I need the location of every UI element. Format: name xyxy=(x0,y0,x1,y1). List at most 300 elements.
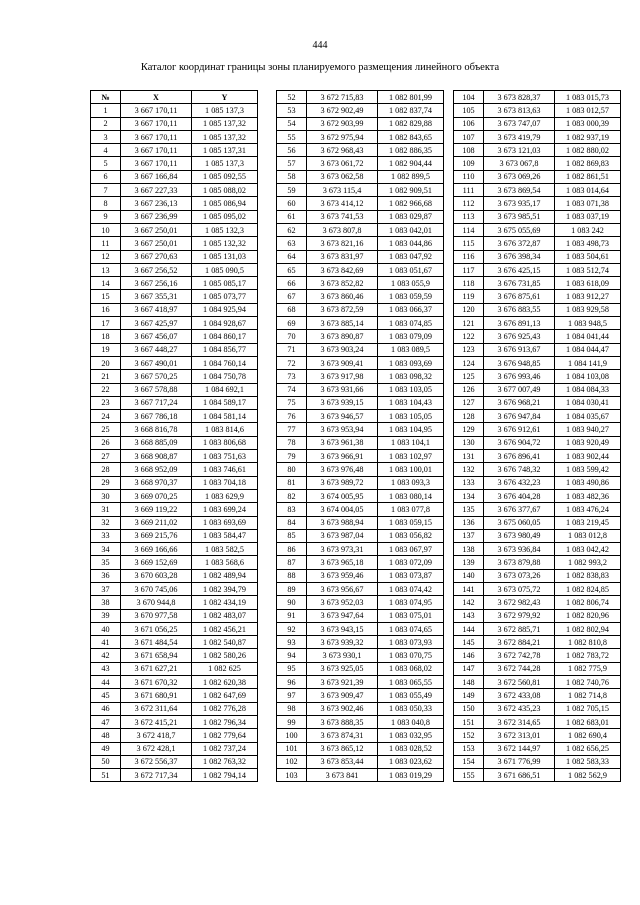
y-coordinate: 1 082 794,14 xyxy=(192,769,258,782)
point-number: 40 xyxy=(91,622,121,635)
point-number: 75 xyxy=(277,396,307,409)
x-coordinate: 3 673 956,67 xyxy=(307,582,378,595)
point-number: 62 xyxy=(277,223,307,236)
x-coordinate: 3 676 947,84 xyxy=(484,410,555,423)
point-number: 5 xyxy=(91,157,121,170)
y-coordinate: 1 083 019,29 xyxy=(378,769,444,782)
point-number: 107 xyxy=(454,130,484,143)
table-row xyxy=(454,263,621,276)
table-row xyxy=(277,144,444,157)
y-coordinate: 1 083 512,74 xyxy=(555,263,621,276)
table-row xyxy=(454,556,621,569)
y-coordinate: 1 083 000,39 xyxy=(555,117,621,130)
table-row xyxy=(454,170,621,183)
y-coordinate: 1 083 093,3 xyxy=(378,476,444,489)
x-coordinate: 3 673 872,59 xyxy=(307,303,378,316)
x-coordinate: 3 673 961,38 xyxy=(307,436,378,449)
table-row xyxy=(91,277,258,290)
y-coordinate: 1 083 074,65 xyxy=(378,622,444,635)
table-row xyxy=(454,157,621,170)
point-number: 142 xyxy=(454,596,484,609)
point-number: 9 xyxy=(91,210,121,223)
x-coordinate: 3 672 314,65 xyxy=(484,715,555,728)
y-coordinate: 1 083 074,95 xyxy=(378,596,444,609)
y-coordinate: 1 082 783,72 xyxy=(555,649,621,662)
point-number: 97 xyxy=(277,689,307,702)
table-row xyxy=(454,117,621,130)
point-number: 67 xyxy=(277,290,307,303)
point-number: 137 xyxy=(454,529,484,542)
x-coordinate: 3 667 256,16 xyxy=(121,277,192,290)
point-number: 108 xyxy=(454,144,484,157)
y-coordinate: 1 084 928,67 xyxy=(192,317,258,330)
table-row xyxy=(91,622,258,635)
y-coordinate: 1 082 806,74 xyxy=(555,596,621,609)
table-row xyxy=(277,543,444,556)
point-number: 61 xyxy=(277,210,307,223)
table-row xyxy=(91,303,258,316)
y-coordinate: 1 083 068,02 xyxy=(378,662,444,675)
table-row xyxy=(277,410,444,423)
table-row xyxy=(277,184,444,197)
x-coordinate: 3 676 948,85 xyxy=(484,356,555,369)
x-coordinate: 3 669 166,66 xyxy=(121,543,192,556)
point-number: 117 xyxy=(454,263,484,276)
point-number: 145 xyxy=(454,636,484,649)
x-coordinate: 3 672 902,49 xyxy=(307,104,378,117)
x-coordinate: 3 669 119,22 xyxy=(121,503,192,516)
point-number: 39 xyxy=(91,609,121,622)
x-coordinate: 3 673 747,07 xyxy=(484,117,555,130)
x-coordinate: 3 674 004,05 xyxy=(307,503,378,516)
point-number: 27 xyxy=(91,450,121,463)
y-coordinate: 1 082 779,64 xyxy=(192,729,258,742)
y-coordinate: 1 083 102,97 xyxy=(378,450,444,463)
table-row xyxy=(454,410,621,423)
y-coordinate: 1 083 105,05 xyxy=(378,410,444,423)
y-coordinate: 1 083 693,69 xyxy=(192,516,258,529)
point-number: 60 xyxy=(277,197,307,210)
x-coordinate: 3 672 435,23 xyxy=(484,702,555,715)
x-coordinate: 3 667 425,97 xyxy=(121,317,192,330)
point-number: 11 xyxy=(91,237,121,250)
x-coordinate: 3 672 556,37 xyxy=(121,755,192,768)
y-coordinate: 1 083 814,6 xyxy=(192,423,258,436)
table-row xyxy=(454,303,621,316)
point-number: 24 xyxy=(91,410,121,423)
x-coordinate: 3 673 831,97 xyxy=(307,250,378,263)
point-number: 37 xyxy=(91,582,121,595)
table-row xyxy=(454,396,621,409)
x-coordinate: 3 676 731,85 xyxy=(484,277,555,290)
x-coordinate: 3 672 144,97 xyxy=(484,742,555,755)
y-coordinate: 1 083 073,93 xyxy=(378,636,444,649)
table-row xyxy=(454,476,621,489)
y-coordinate: 1 083 059,59 xyxy=(378,290,444,303)
table-row xyxy=(454,516,621,529)
table-row xyxy=(277,516,444,529)
point-number: 51 xyxy=(91,769,121,782)
x-coordinate: 3 667 418,97 xyxy=(121,303,192,316)
table-row xyxy=(277,117,444,130)
y-coordinate: 1 085 137,31 xyxy=(192,144,258,157)
y-coordinate: 1 082 625 xyxy=(192,662,258,675)
point-number: 116 xyxy=(454,250,484,263)
point-number: 139 xyxy=(454,556,484,569)
y-coordinate: 1 082 904,44 xyxy=(378,157,444,170)
point-number: 96 xyxy=(277,676,307,689)
x-coordinate: 3 672 313,01 xyxy=(484,729,555,742)
page-title: Каталог координат границы зоны планируемого размещения линейного объекта xyxy=(140,62,500,73)
point-number: 69 xyxy=(277,317,307,330)
table-row xyxy=(277,742,444,755)
x-coordinate: 3 676 925,43 xyxy=(484,330,555,343)
x-coordinate: 3 673 841 xyxy=(307,769,378,782)
x-coordinate: 3 672 885,71 xyxy=(484,622,555,635)
x-coordinate: 3 672 418,7 xyxy=(121,729,192,742)
x-coordinate: 3 673 917,98 xyxy=(307,370,378,383)
y-coordinate: 1 084 084,33 xyxy=(555,383,621,396)
table-row xyxy=(277,529,444,542)
x-coordinate: 3 673 959,46 xyxy=(307,569,378,582)
table-row xyxy=(277,210,444,223)
point-number: 152 xyxy=(454,729,484,742)
table-row xyxy=(277,303,444,316)
x-coordinate: 3 667 786,18 xyxy=(121,410,192,423)
y-coordinate: 1 083 072,09 xyxy=(378,556,444,569)
x-coordinate: 3 673 939,15 xyxy=(307,396,378,409)
x-coordinate: 3 667 236,99 xyxy=(121,210,192,223)
table-row xyxy=(454,649,621,662)
x-coordinate: 3 673 952,03 xyxy=(307,596,378,609)
table-row xyxy=(277,755,444,768)
point-number: 104 xyxy=(454,91,484,104)
y-coordinate: 1 082 456,21 xyxy=(192,622,258,635)
y-coordinate: 1 083 902,44 xyxy=(555,450,621,463)
table-row xyxy=(277,223,444,236)
table-row xyxy=(277,556,444,569)
point-number: 144 xyxy=(454,622,484,635)
x-coordinate: 3 676 432,23 xyxy=(484,476,555,489)
point-number: 99 xyxy=(277,715,307,728)
point-number: 127 xyxy=(454,396,484,409)
table-row xyxy=(454,104,621,117)
table-row xyxy=(91,769,258,782)
point-number: 94 xyxy=(277,649,307,662)
table-row xyxy=(454,463,621,476)
table-row xyxy=(91,410,258,423)
point-number: 85 xyxy=(277,529,307,542)
table-row xyxy=(91,529,258,542)
table-row xyxy=(91,450,258,463)
table-row xyxy=(277,476,444,489)
y-coordinate: 1 083 065,55 xyxy=(378,676,444,689)
point-number: 125 xyxy=(454,370,484,383)
x-coordinate: 3 670 745,06 xyxy=(121,582,192,595)
x-coordinate: 3 667 170,11 xyxy=(121,104,192,117)
x-coordinate: 3 673 903,24 xyxy=(307,343,378,356)
y-coordinate: 1 083 948,5 xyxy=(555,317,621,330)
point-number: 136 xyxy=(454,516,484,529)
point-number: 102 xyxy=(277,755,307,768)
point-number: 82 xyxy=(277,489,307,502)
x-coordinate: 3 667 250,01 xyxy=(121,223,192,236)
table-row xyxy=(277,689,444,702)
point-number: 50 xyxy=(91,755,121,768)
x-coordinate: 3 672 975,94 xyxy=(307,130,378,143)
y-coordinate: 1 082 937,19 xyxy=(555,130,621,143)
point-number: 78 xyxy=(277,436,307,449)
table-row xyxy=(91,343,258,356)
x-coordinate: 3 667 170,11 xyxy=(121,157,192,170)
coordinates-body-3 xyxy=(454,91,621,782)
table-row xyxy=(91,489,258,502)
y-coordinate: 1 083 073,87 xyxy=(378,569,444,582)
x-coordinate: 3 670 603,28 xyxy=(121,569,192,582)
y-coordinate: 1 082 837,74 xyxy=(378,104,444,117)
x-coordinate: 3 667 717,24 xyxy=(121,396,192,409)
y-coordinate: 1 084 760,14 xyxy=(192,356,258,369)
y-coordinate: 1 083 103,05 xyxy=(378,383,444,396)
x-coordinate: 3 667 227,33 xyxy=(121,184,192,197)
x-coordinate: 3 673 909,41 xyxy=(307,356,378,369)
y-coordinate: 1 082 861,51 xyxy=(555,170,621,183)
y-coordinate: 1 085 137,32 xyxy=(192,117,258,130)
y-coordinate: 1 082 838,83 xyxy=(555,569,621,582)
point-number: 35 xyxy=(91,556,121,569)
y-coordinate: 1 084 044,47 xyxy=(555,343,621,356)
table-row xyxy=(91,210,258,223)
x-coordinate: 3 672 742,78 xyxy=(484,649,555,662)
x-coordinate: 3 672 903,99 xyxy=(307,117,378,130)
table-row xyxy=(454,702,621,715)
y-coordinate: 1 083 242 xyxy=(555,223,621,236)
x-coordinate: 3 673 741,53 xyxy=(307,210,378,223)
point-number: 31 xyxy=(91,503,121,516)
table-row xyxy=(454,343,621,356)
point-number: 91 xyxy=(277,609,307,622)
x-coordinate: 3 673 121,03 xyxy=(484,144,555,157)
y-coordinate: 1 084 141,9 xyxy=(555,356,621,369)
x-coordinate: 3 673 939,32 xyxy=(307,636,378,649)
x-coordinate: 3 673 813,63 xyxy=(484,104,555,117)
x-coordinate: 3 673 419,79 xyxy=(484,130,555,143)
point-number: 114 xyxy=(454,223,484,236)
y-coordinate: 1 083 618,09 xyxy=(555,277,621,290)
x-coordinate: 3 670 977,58 xyxy=(121,609,192,622)
y-coordinate: 1 082 899,5 xyxy=(378,170,444,183)
point-number: 151 xyxy=(454,715,484,728)
y-coordinate: 1 082 489,94 xyxy=(192,569,258,582)
point-number: 16 xyxy=(91,303,121,316)
x-coordinate: 3 673 075,72 xyxy=(484,582,555,595)
x-coordinate: 3 673 930,1 xyxy=(307,649,378,662)
table-row xyxy=(91,184,258,197)
table-row xyxy=(454,184,621,197)
y-coordinate: 1 084 041,44 xyxy=(555,330,621,343)
point-number: 38 xyxy=(91,596,121,609)
table-row xyxy=(91,516,258,529)
x-coordinate: 3 673 879,88 xyxy=(484,556,555,569)
x-coordinate: 3 673 921,39 xyxy=(307,676,378,689)
x-coordinate: 3 673 936,84 xyxy=(484,543,555,556)
table-row xyxy=(277,356,444,369)
table-row xyxy=(91,223,258,236)
point-number: 44 xyxy=(91,676,121,689)
x-coordinate: 3 671 056,25 xyxy=(121,622,192,635)
x-coordinate: 3 676 913,67 xyxy=(484,343,555,356)
point-number: 129 xyxy=(454,423,484,436)
x-coordinate: 3 671 686,51 xyxy=(484,769,555,782)
point-number: 154 xyxy=(454,755,484,768)
x-coordinate: 3 673 980,49 xyxy=(484,529,555,542)
point-number: 66 xyxy=(277,277,307,290)
y-coordinate: 1 083 104,1 xyxy=(378,436,444,449)
table-row xyxy=(91,396,258,409)
point-number: 54 xyxy=(277,117,307,130)
x-coordinate: 3 673 947,64 xyxy=(307,609,378,622)
point-number: 29 xyxy=(91,476,121,489)
table-row xyxy=(454,622,621,635)
table-row xyxy=(91,263,258,276)
y-coordinate: 1 083 056,82 xyxy=(378,529,444,542)
point-number: 134 xyxy=(454,489,484,502)
table-row xyxy=(277,622,444,635)
table-row xyxy=(454,489,621,502)
point-number: 47 xyxy=(91,715,121,728)
y-coordinate: 1 083 074,42 xyxy=(378,582,444,595)
table-row xyxy=(91,117,258,130)
table-row xyxy=(277,569,444,582)
x-coordinate: 3 667 448,27 xyxy=(121,343,192,356)
point-number: 71 xyxy=(277,343,307,356)
point-number: 63 xyxy=(277,237,307,250)
table-header-row xyxy=(91,91,258,104)
point-number: 93 xyxy=(277,636,307,649)
x-coordinate: 3 671 776,99 xyxy=(484,755,555,768)
table-row xyxy=(277,676,444,689)
point-number: 109 xyxy=(454,157,484,170)
point-number: 20 xyxy=(91,356,121,369)
point-number: 6 xyxy=(91,170,121,183)
x-coordinate: 3 673 935,17 xyxy=(484,197,555,210)
y-coordinate: 1 082 763,32 xyxy=(192,755,258,768)
table-row xyxy=(277,91,444,104)
y-coordinate: 1 083 806,68 xyxy=(192,436,258,449)
x-coordinate: 3 667 170,11 xyxy=(121,144,192,157)
y-coordinate: 1 084 581,14 xyxy=(192,410,258,423)
point-number: 8 xyxy=(91,197,121,210)
y-coordinate: 1 083 074,85 xyxy=(378,317,444,330)
y-coordinate: 1 082 869,83 xyxy=(555,157,621,170)
y-coordinate: 1 083 070,75 xyxy=(378,649,444,662)
x-coordinate: 3 676 372,87 xyxy=(484,237,555,250)
point-number: 3 xyxy=(91,130,121,143)
table-row xyxy=(277,636,444,649)
x-coordinate: 3 670 944,8 xyxy=(121,596,192,609)
point-number: 90 xyxy=(277,596,307,609)
point-number: 141 xyxy=(454,582,484,595)
y-coordinate: 1 083 071,38 xyxy=(555,197,621,210)
y-coordinate: 1 083 599,42 xyxy=(555,463,621,476)
y-coordinate: 1 084 035,67 xyxy=(555,410,621,423)
table-row xyxy=(454,210,621,223)
x-coordinate: 3 672 715,83 xyxy=(307,91,378,104)
x-coordinate: 3 669 070,25 xyxy=(121,489,192,502)
point-number: 58 xyxy=(277,170,307,183)
table-row xyxy=(91,130,258,143)
x-coordinate: 3 673 973,31 xyxy=(307,543,378,556)
table-row xyxy=(91,729,258,742)
table-row xyxy=(454,144,621,157)
point-number: 42 xyxy=(91,649,121,662)
point-number: 150 xyxy=(454,702,484,715)
table-row xyxy=(91,715,258,728)
x-coordinate: 3 669 215,76 xyxy=(121,529,192,542)
table-row xyxy=(91,317,258,330)
point-number: 101 xyxy=(277,742,307,755)
point-number: 77 xyxy=(277,423,307,436)
table-row xyxy=(277,237,444,250)
point-number: 76 xyxy=(277,410,307,423)
y-coordinate: 1 083 751,63 xyxy=(192,450,258,463)
point-number: 120 xyxy=(454,303,484,316)
point-number: 17 xyxy=(91,317,121,330)
y-coordinate: 1 082 740,76 xyxy=(555,676,621,689)
point-number: 72 xyxy=(277,356,307,369)
table-row xyxy=(454,317,621,330)
point-number: 41 xyxy=(91,636,121,649)
point-number: 53 xyxy=(277,104,307,117)
point-number: 64 xyxy=(277,250,307,263)
y-coordinate: 1 084 750,78 xyxy=(192,370,258,383)
table-row xyxy=(91,157,258,170)
table-row xyxy=(454,529,621,542)
table-row xyxy=(91,356,258,369)
point-number: 36 xyxy=(91,569,121,582)
y-coordinate: 1 083 059,15 xyxy=(378,516,444,529)
x-coordinate: 3 672 433,08 xyxy=(484,689,555,702)
y-coordinate: 1 083 582,5 xyxy=(192,543,258,556)
table-row xyxy=(454,715,621,728)
x-coordinate: 3 673 821,16 xyxy=(307,237,378,250)
point-number: 28 xyxy=(91,463,121,476)
point-number: 148 xyxy=(454,676,484,689)
table-row xyxy=(454,569,621,582)
point-number: 74 xyxy=(277,383,307,396)
table-row xyxy=(91,742,258,755)
y-coordinate: 1 083 568,6 xyxy=(192,556,258,569)
point-number: 105 xyxy=(454,104,484,117)
point-number: 80 xyxy=(277,463,307,476)
y-coordinate: 1 082 434,19 xyxy=(192,596,258,609)
y-coordinate: 1 084 860,17 xyxy=(192,330,258,343)
x-coordinate: 3 673 061,72 xyxy=(307,157,378,170)
y-coordinate: 1 083 093,69 xyxy=(378,356,444,369)
y-coordinate: 1 083 929,58 xyxy=(555,303,621,316)
coordinates-table-3 xyxy=(453,90,621,782)
table-row xyxy=(277,702,444,715)
table-row xyxy=(91,170,258,183)
y-coordinate: 1 083 104,95 xyxy=(378,423,444,436)
x-coordinate: 3 668 816,78 xyxy=(121,423,192,436)
table-row xyxy=(454,676,621,689)
table-row xyxy=(91,290,258,303)
point-number: 21 xyxy=(91,370,121,383)
x-coordinate: 3 667 250,01 xyxy=(121,237,192,250)
point-number: 23 xyxy=(91,396,121,409)
y-coordinate: 1 083 940,27 xyxy=(555,423,621,436)
